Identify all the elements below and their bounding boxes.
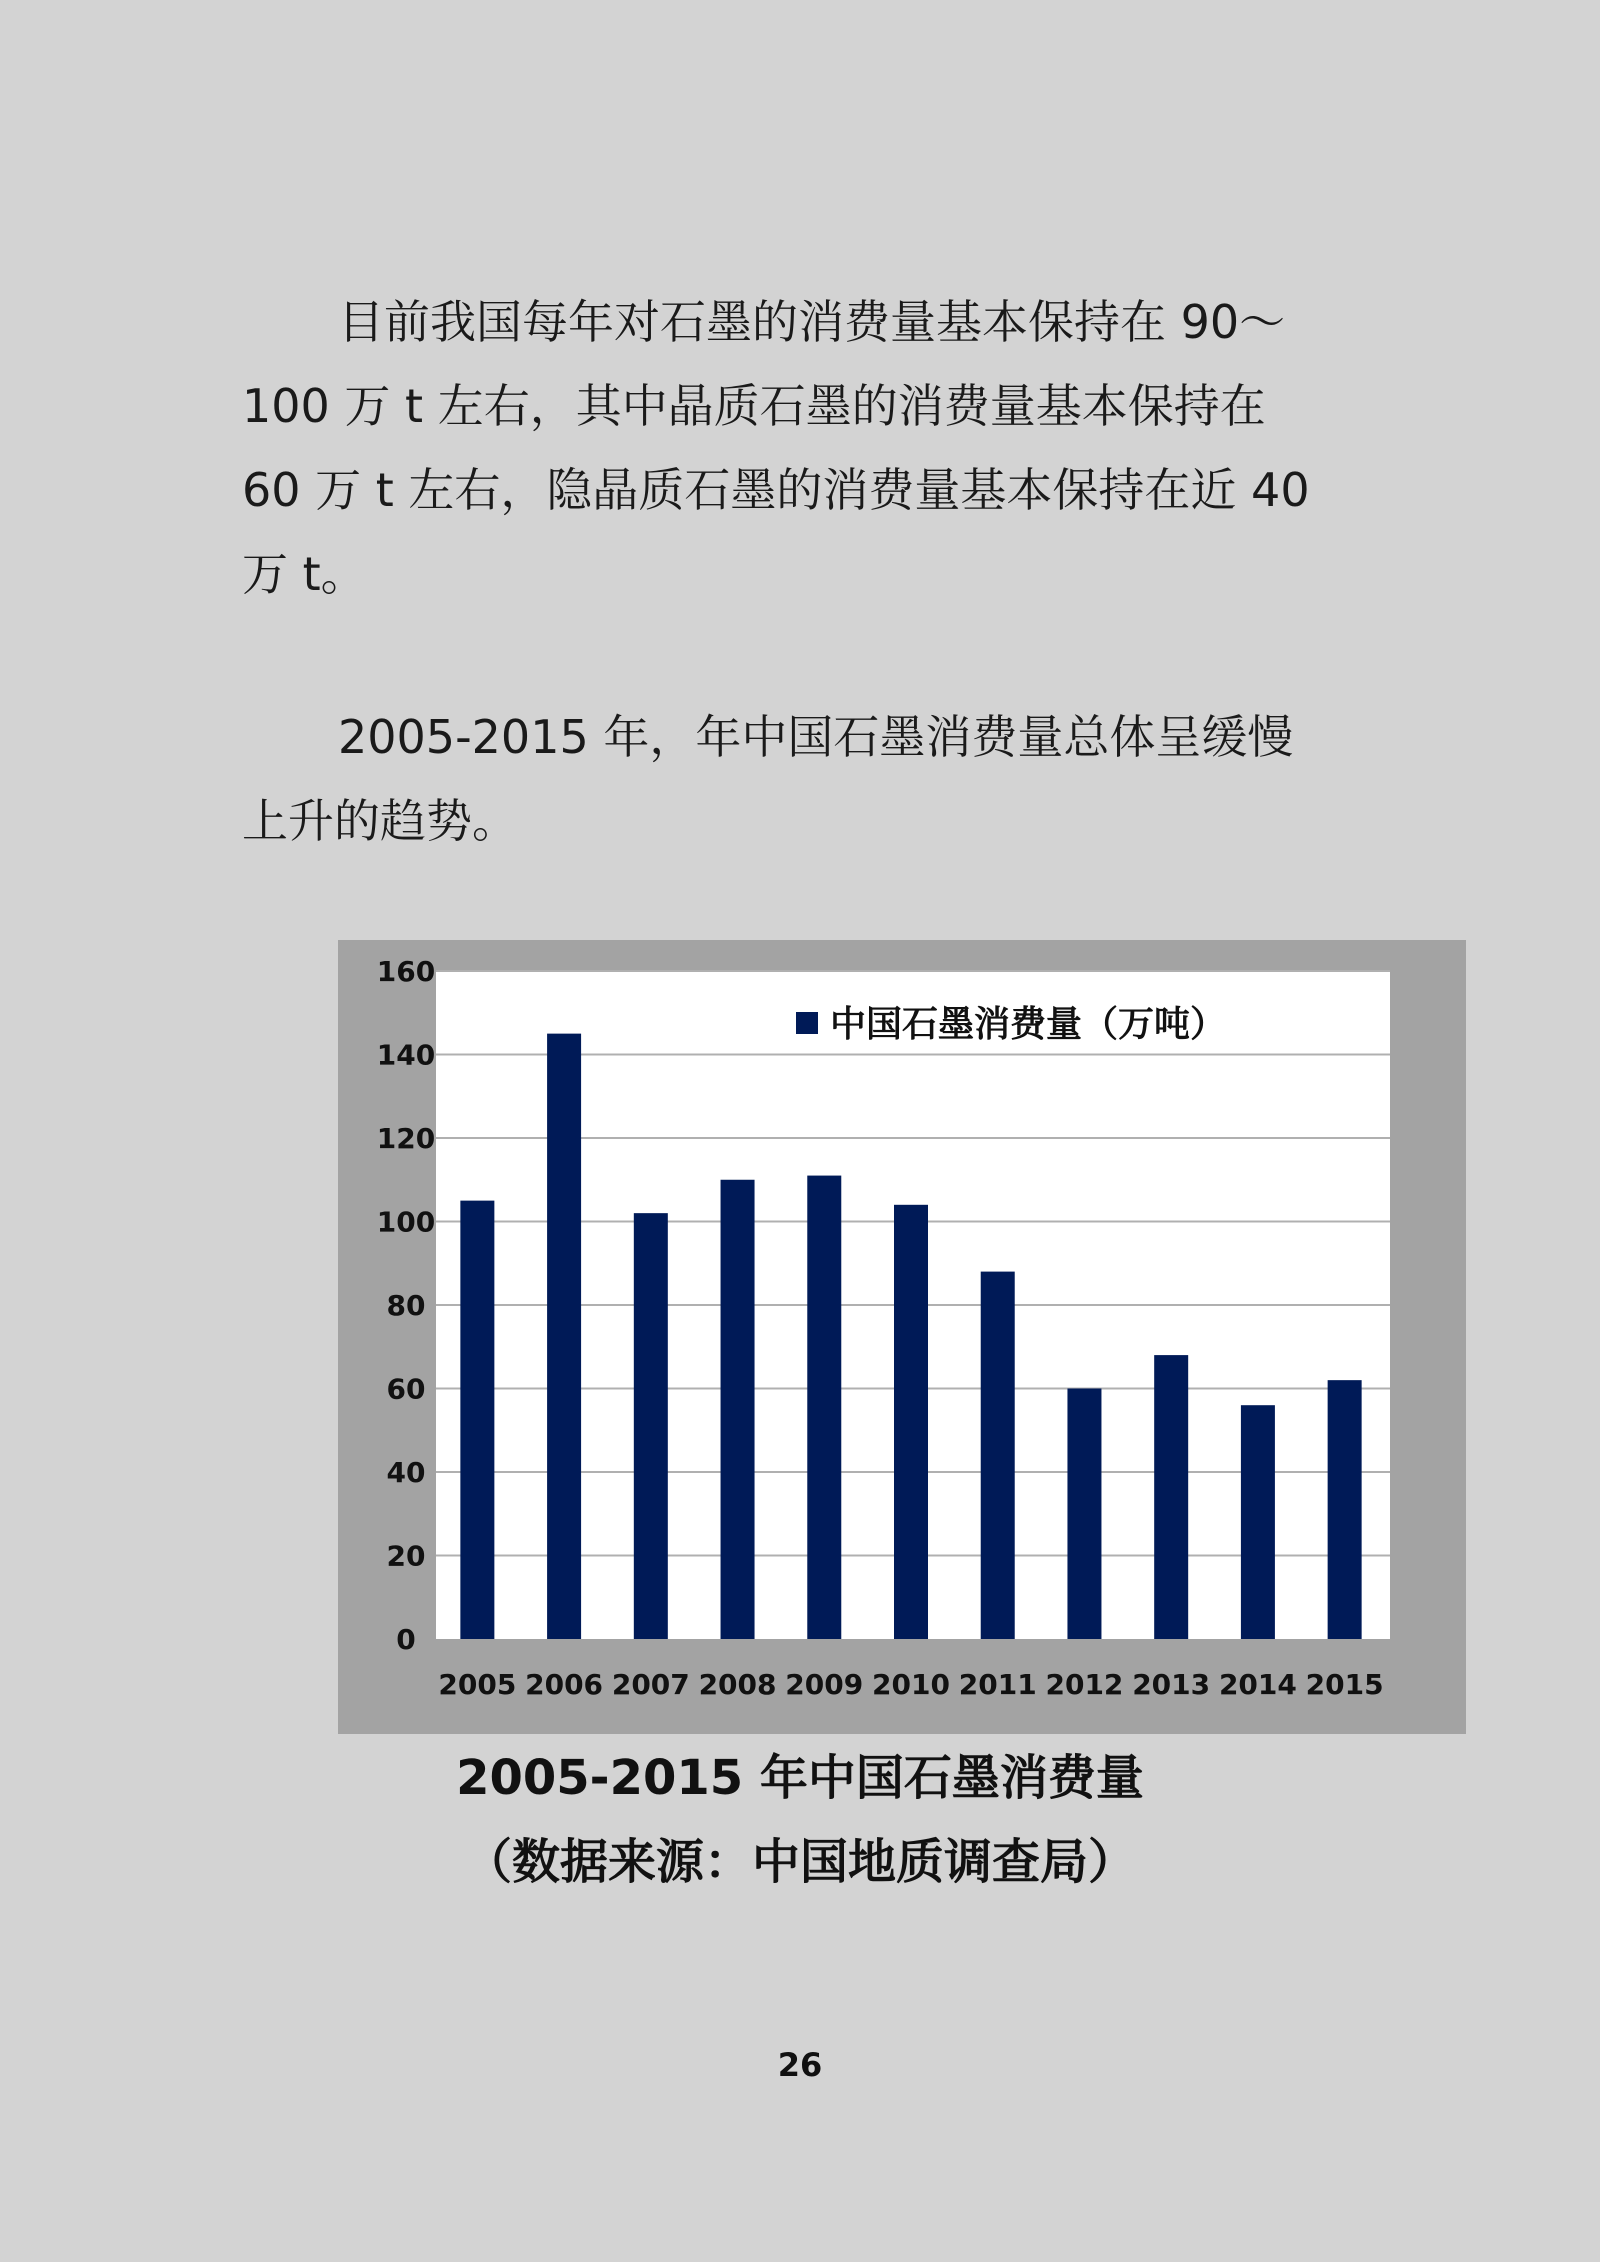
bar	[1241, 1405, 1275, 1639]
y-tick-label: 140	[376, 1038, 436, 1072]
paragraph-trend	[242, 695, 1362, 863]
x-tick-label: 2012	[1045, 1668, 1124, 1701]
chart-frame	[338, 940, 1466, 1734]
x-tick-label: 2013	[1132, 1668, 1211, 1701]
paragraph-line: 目前我国每年对石墨的消费量基本保持在 90～	[338, 295, 1286, 349]
bar	[981, 1272, 1015, 1639]
x-tick-label: 2014	[1218, 1668, 1297, 1701]
y-tick-label: 160	[376, 955, 436, 988]
bar	[460, 1201, 494, 1639]
bar	[1067, 1389, 1101, 1640]
bar	[807, 1176, 841, 1639]
chart-caption-source: （数据来源：中国地质调查局）	[463, 1834, 1136, 1890]
paragraph-line: 上升的趋势。	[242, 794, 518, 848]
x-tick-label: 2010	[872, 1668, 950, 1701]
x-tick-label: 2011	[958, 1668, 1037, 1701]
x-tick-label: 2015	[1305, 1668, 1384, 1701]
paragraph-line: 100 万 t 左右，其中晶质石墨的消费量基本保持在	[242, 379, 1266, 433]
x-tick-label: 2008	[698, 1668, 777, 1701]
bar	[1328, 1380, 1362, 1639]
x-tick-label: 2007	[611, 1668, 690, 1701]
bar	[634, 1213, 668, 1639]
x-tick-label: 2009	[785, 1668, 864, 1701]
x-tick-label: 2006	[525, 1668, 604, 1701]
bar	[721, 1180, 755, 1639]
bar	[547, 1034, 581, 1639]
bar	[1154, 1355, 1188, 1639]
chart-caption-title: 2005-2015 年中国石墨消费量	[456, 1750, 1144, 1806]
bar-chart	[338, 940, 1466, 1734]
paragraph-line: 60 万 t 左右，隐晶质石墨的消费量基本保持在近 40	[242, 463, 1310, 517]
y-tick-label: 60	[386, 1372, 426, 1406]
bar	[894, 1205, 928, 1639]
y-tick-label: 100	[376, 1205, 436, 1239]
legend-label: 中国石墨消费量（万吨）	[830, 1004, 1227, 1045]
y-tick-label: 40	[386, 1456, 426, 1489]
paragraph-line: 2005-2015 年，年中国石墨消费量总体呈缓慢	[338, 710, 1294, 764]
y-tick-label: 80	[386, 1289, 426, 1322]
y-tick-label: 120	[376, 1122, 436, 1155]
paragraph-line: 万 t。	[242, 547, 367, 601]
x-tick-label: 2005	[438, 1668, 517, 1701]
legend-swatch	[796, 1012, 818, 1034]
paragraph-consumption	[242, 280, 1362, 616]
page-number: 26	[777, 2046, 823, 2084]
y-tick-label: 20	[386, 1539, 426, 1573]
y-tick-label: 0	[396, 1623, 416, 1656]
